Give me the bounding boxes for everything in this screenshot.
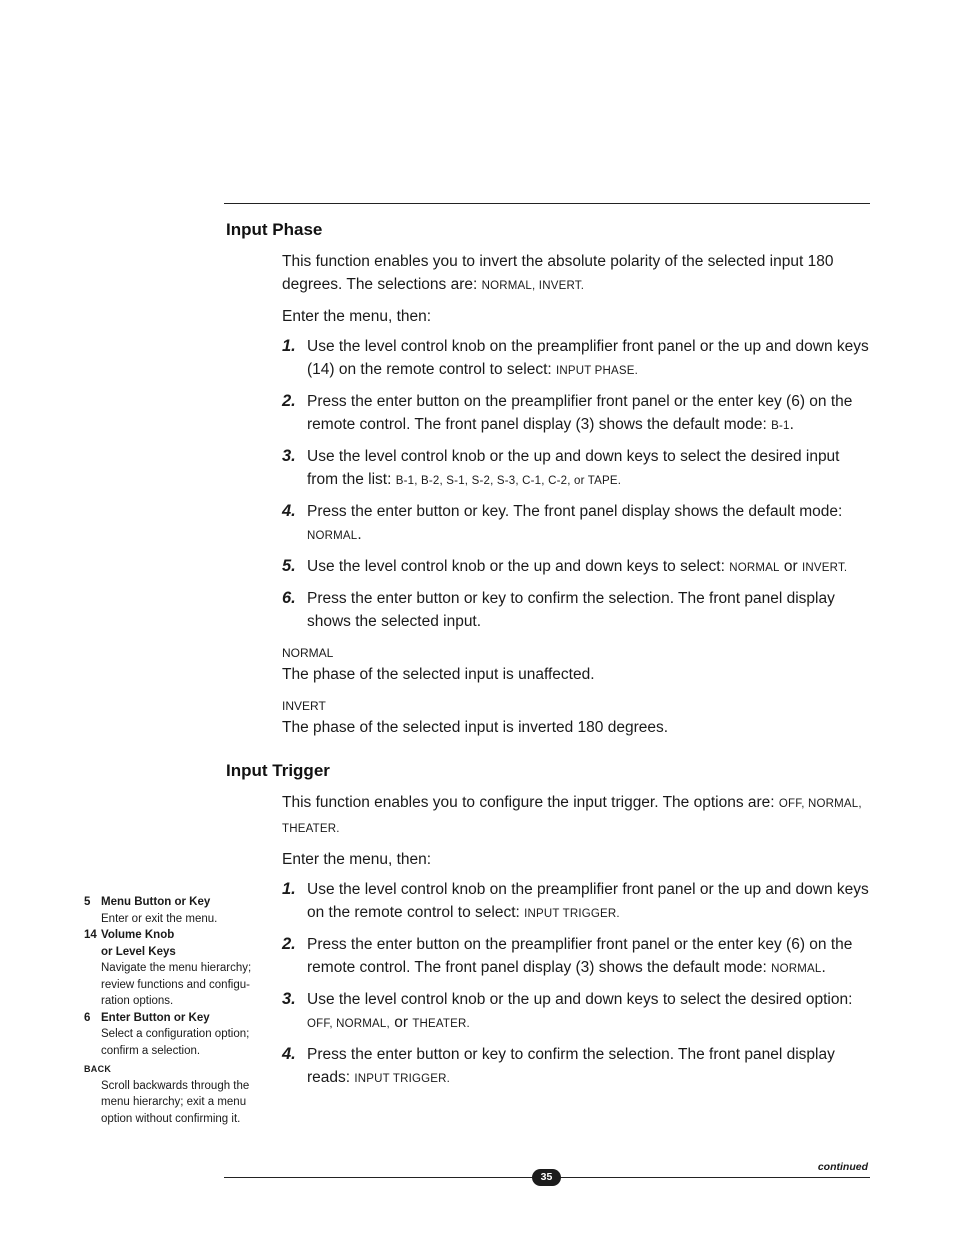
input-trigger-section — [226, 761, 872, 1091]
enter-menu-text: Enter the menu, then: — [282, 851, 432, 868]
legend-item-menu: 5 Menu Button or Key Enter or exit the menu. — [84, 896, 218, 925]
input-trigger-steps — [282, 878, 872, 1091]
list-item: 3. Use the level control knob or the up and down keys to select the desired input from the list: B-1, B-2, S-1, S-2, S-3, C-1, C-2, or TAPE. — [282, 447, 840, 488]
term-invert: INVERT — [282, 699, 326, 713]
continued-label: continued — [817, 1161, 868, 1173]
section-heading-input-trigger: Input Trigger — [226, 761, 330, 780]
term-normal: NORMAL — [282, 646, 334, 660]
list-item: 2. Press the enter button on the preamplifier front panel or the enter key (6) on the remote control. The front panel display (3) shows the default mode: NORMAL. — [282, 935, 853, 976]
term-normal-desc: The phase of the selected input is unaffected. — [282, 666, 595, 683]
list-item: 3. Use the level control knob or the up and down keys to select the desired option: OFF, NORMAL, or THEATER. — [282, 990, 853, 1031]
section-heading-input-phase: Input Phase — [226, 220, 323, 239]
top-rule — [224, 203, 870, 204]
list-item: 1. Use the level control knob on the preamplifier front panel or the up and down keys (14) on the remote control to select: INPUT PHASE. — [282, 337, 869, 378]
term-invert-desc: The phase of the selected input is inverted 180 degrees. — [282, 719, 669, 736]
input-phase-body — [282, 250, 872, 739]
input-trigger-intro: This function enables you to configure the input trigger. The options are: OFF, NORMAL, THEATER. — [282, 794, 862, 835]
sidebar-legend — [84, 894, 264, 1127]
input-phase-steps — [282, 335, 872, 633]
list-item: 2. Press the enter button on the preamplifier front panel or the enter key (6) on the remote control. The front panel display (3) shows the default mode: B-1. — [282, 392, 853, 433]
list-item: 4. Press the enter button or key. The front panel display shows the default mode: NORMAL. — [282, 502, 843, 543]
list-item: 5. Use the level control knob or the up and down keys to select: NORMAL or INVERT. — [282, 557, 848, 575]
legend-item-volume: 14 Volume Knob or Level Keys Navigate the menu hierarchy; review functions and configu-ration options. — [84, 929, 252, 1007]
input-trigger-body — [282, 791, 872, 1091]
input-phase-intro: This function enables you to invert the absolute polarity of the selected input 180 degrees. The selections are: NORMAL, INVERT. — [282, 253, 834, 293]
main-content — [226, 220, 872, 1098]
list-item: 6. Press the enter button or key to confirm the selection. The front panel display shows the selected input. — [282, 589, 835, 630]
page-number: 35 — [532, 1169, 561, 1186]
enter-menu-text: Enter the menu, then: — [282, 308, 432, 325]
legend-item-enter: 6 Enter Button or Key Select a configuration option; confirm a selection. — [84, 1011, 250, 1057]
legend-item-back: BACK Scroll backwards through the menu hierarchy; exit a menu option without confirming it. — [84, 1064, 250, 1125]
list-item: 1. Use the level control knob on the preamplifier front panel or the up and down keys on the remote control to select: INPUT TRIGGER. — [282, 880, 869, 921]
list-item: 4. Press the enter button or key to confirm the selection. The front panel display reads: INPUT TRIGGER. — [282, 1045, 835, 1086]
